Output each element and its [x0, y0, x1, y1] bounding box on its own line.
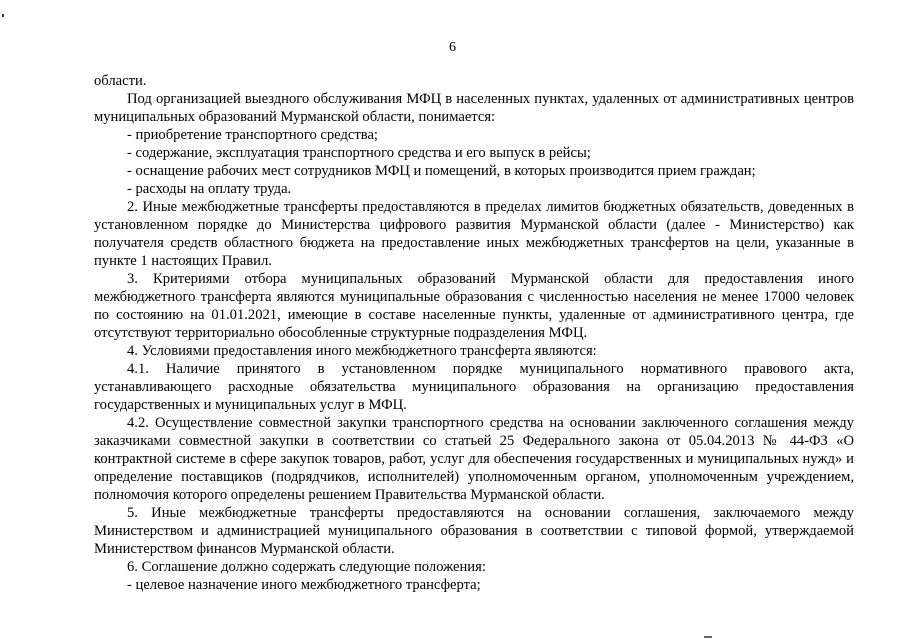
paragraph-clause-4-1: 4.1. Наличие принятого в установленном порядке муниципального нормативного правового акта, устанавливающего расходные обязательства муниципального образования на организацию предоставления государственных и муниципальных услуг в МФЦ. — [94, 361, 854, 413]
paragraph-clause-4-2: 4.2. Осуществление совместной закупки транспортного средства на основании заключенного соглашения между заказчиками совместной закупки в соответствии со статьей 25 Федерального закона от 05.04.2013 № 44-ФЗ «О контрактной системе в сфере закупок товаров, работ, услуг для обеспечения государственных и муниципальных нужд» и определение поставщиков (подрядчиков, исполнителей) уполномоченным органом, уполномоченным учреждением, полномочия которого определены решением Правительства Мурманской области. — [94, 415, 854, 503]
page-number: 6 — [449, 40, 456, 55]
paragraph-clause-4: 4. Условиями предоставления иного межбюджетного трансферта являются: — [127, 343, 597, 359]
document-body — [94, 72, 854, 594]
list-item: - целевое назначение иного межбюджетного трансферта; — [127, 577, 481, 593]
scan-artifact-mark — [704, 636, 712, 638]
paragraph-mfc-definition: Под организацией выездного обслуживания МФЦ в населенных пунктах, удаленных от административных центров муниципальных образований Мурманской области, понимается: — [94, 91, 854, 125]
paragraph-clause-3: 3. Критериями отбора муниципальных образований Мурманской области для предоставления иного межбюджетного трансферта являются муниципальные образования с численностью населения не менее 17000 человек по состоянию на 01.01.2021, имеющие в составе населенные пункты, удаленные от административного центра, где отсутствуют территориально обособленные структурные подразделения МФЦ. — [94, 271, 854, 341]
list-item: - приобретение транспортного средства; — [127, 127, 378, 143]
list-item: - расходы на оплату труда. — [127, 181, 292, 197]
list-item: - оснащение рабочих мест сотрудников МФЦ и помещений, в которых производится прием граждан; — [127, 163, 756, 179]
list-item: - содержание, эксплуатация транспортного средства и его выпуск в рейсы; — [127, 145, 591, 161]
scan-artifact-mark — [2, 14, 4, 17]
paragraph-clause-2: 2. Иные межбюджетные трансферты предоставляются в пределах лимитов бюджетных обязательств, доведенных в установленном порядке до Министерства цифрового развития Мурманской области (далее - Министерство) как получателя средств областного бюджета на предоставление иных межбюджетных трансфертов на цели, указанные в пункте 1 настоящих Правил. — [94, 199, 854, 269]
paragraph-clause-5: 5. Иные межбюджетные трансферты предоставляются на основании соглашения, заключаемого между Министерством и администрацией муниципального образования в соответствии с типовой формой, утверждаемой Министерством финансов Мурманской области. — [94, 505, 854, 557]
paragraph-continuation: области. — [94, 73, 147, 89]
paragraph-clause-6: 6. Соглашение должно содержать следующие положения: — [127, 559, 486, 575]
